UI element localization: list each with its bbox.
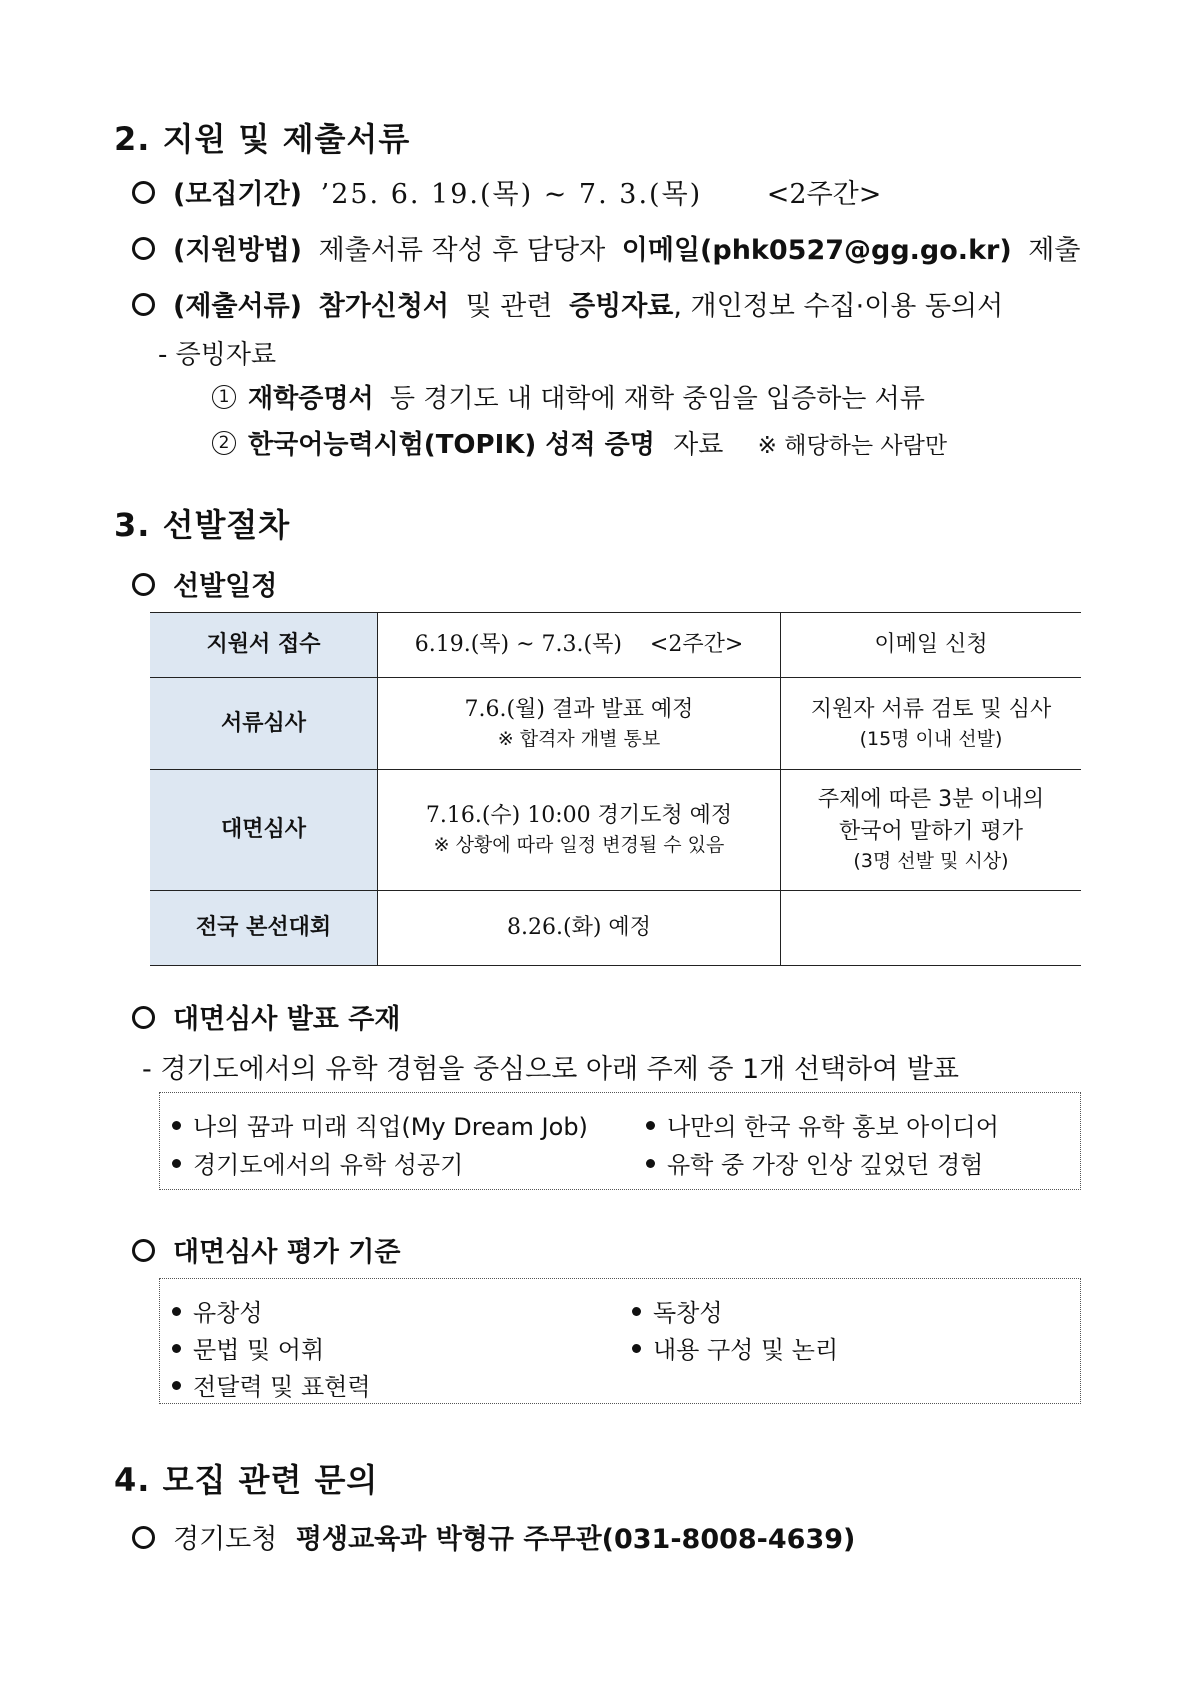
criteria-text: 전달력 및 표현력 xyxy=(193,1373,371,1401)
evidence-item-2 xyxy=(212,424,947,461)
when-cell: 8.26.(화) 예정 xyxy=(378,891,781,966)
detail-cell xyxy=(781,891,1082,966)
detail-note: 한국어 말하기 평가 xyxy=(838,819,1023,845)
topics-heading-line xyxy=(132,997,400,1036)
evidence-2-text: 자료 xyxy=(673,430,724,460)
method-email: 이메일(phk0527@gg.go.kr) xyxy=(621,235,1012,266)
period-dates: ’25. 6. 19.(목) ~ 7. 3.(목) xyxy=(320,179,703,210)
circle-bullet-icon xyxy=(132,1526,155,1549)
evidence-2-note: ※ 해당하는 사람만 xyxy=(757,433,948,459)
section-4-title: 4. 모집 관련 문의 xyxy=(114,1461,379,1499)
docs-rest: , 개인정보 수집·이용 동의서 xyxy=(673,291,1004,322)
when-text: 7.6.(월) 결과 발표 예정 xyxy=(464,696,694,722)
circle-bullet-icon xyxy=(132,181,155,204)
circle-bullet-icon xyxy=(132,293,155,316)
criteria-item xyxy=(172,1367,371,1402)
bullet-dot-icon xyxy=(172,1121,181,1130)
criteria-item xyxy=(632,1330,838,1365)
circled-number: 1 xyxy=(212,385,236,409)
detail-text: 지원자 서류 검토 및 심사 xyxy=(810,696,1052,722)
detail-note-2: (3명 선발 및 시상) xyxy=(853,850,1009,873)
contact-person: 평생교육과 박형규 주무관(031-8008-4639) xyxy=(295,1524,856,1555)
circle-bullet-icon xyxy=(132,237,155,260)
evidence-1-bold: 재학증명서 xyxy=(248,384,374,414)
criteria-item xyxy=(172,1293,263,1328)
criteria-item xyxy=(632,1293,723,1328)
circle-bullet-icon xyxy=(132,573,155,596)
bullet-dot-icon xyxy=(632,1344,641,1353)
topic-item xyxy=(646,1145,983,1180)
period-duration: <2주간> xyxy=(766,179,882,210)
submit-docs-line xyxy=(132,284,1003,323)
when-text: 7.16.(수) 10:00 경기도청 예정 xyxy=(425,803,733,829)
when-note: ※ 상황에 따라 일정 변경될 수 있음 xyxy=(433,834,725,857)
docs-label: (제출서류) xyxy=(173,291,303,322)
schedule-table xyxy=(150,612,1081,966)
when-note: ※ 합격자 개별 통보 xyxy=(497,727,661,750)
topic-text: 유학 중 가장 인상 깊었던 경험 xyxy=(667,1151,984,1179)
topic-text: 나만의 한국 유학 홍보 아이디어 xyxy=(667,1113,999,1141)
period-label: (모집기간) xyxy=(173,179,303,210)
table-row xyxy=(150,678,1081,770)
method-text: 제출서류 작성 후 담당자 xyxy=(318,235,606,266)
recruit-period-line xyxy=(132,172,881,211)
when-cell: 6.19.(목) ~ 7.3.(목) <2주간> xyxy=(378,613,781,678)
evidence-1-text: 등 경기도 내 대학에 재학 중임을 입증하는 서류 xyxy=(389,384,925,414)
circle-bullet-icon xyxy=(132,1006,155,1029)
when-cell xyxy=(378,678,781,770)
criteria-text: 문법 및 어휘 xyxy=(193,1336,325,1364)
criteria-text: 유창성 xyxy=(193,1299,263,1327)
bullet-dot-icon xyxy=(172,1159,181,1168)
when-cell xyxy=(378,770,781,891)
bullet-dot-icon xyxy=(172,1344,181,1353)
criteria-heading-line xyxy=(132,1230,400,1269)
evidence-heading: - 증빙자료 xyxy=(158,340,277,370)
contact-office: 경기도청 xyxy=(173,1524,278,1555)
topics-heading: 대면심사 발표 주재 xyxy=(173,1004,401,1035)
topics-box xyxy=(159,1092,1081,1190)
bullet-dot-icon xyxy=(632,1307,641,1316)
apply-method-line xyxy=(132,228,1080,267)
section-3-title: 3. 선발절차 xyxy=(114,506,291,544)
criteria-heading: 대면심사 평가 기준 xyxy=(173,1237,401,1268)
detail-cell: 이메일 신청 xyxy=(781,613,1082,678)
topics-intro: - 경기도에서의 유학 경험을 중심으로 아래 주제 중 1개 선택하여 발표 xyxy=(142,1054,959,1085)
docs-evidence: 증빙자료 xyxy=(569,291,674,322)
evidence-item-1 xyxy=(212,378,925,415)
table-row xyxy=(150,891,1081,966)
bullet-dot-icon xyxy=(646,1121,655,1130)
stage-cell: 대면심사 xyxy=(150,770,378,891)
criteria-text: 내용 구성 및 논리 xyxy=(653,1336,839,1364)
topic-item xyxy=(646,1107,999,1142)
stage-cell: 서류심사 xyxy=(150,678,378,770)
schedule-heading: 선발일정 xyxy=(173,571,278,602)
detail-note: (15명 이내 선발) xyxy=(859,727,1003,750)
docs-and: 및 관련 xyxy=(465,291,553,322)
bullet-dot-icon xyxy=(172,1307,181,1316)
detail-text: 주제에 따른 3분 이내의 xyxy=(817,787,1045,813)
bullet-dot-icon xyxy=(646,1159,655,1168)
criteria-item xyxy=(172,1330,324,1365)
section-2-title: 2. 지원 및 제출서류 xyxy=(114,120,411,158)
detail-cell xyxy=(781,678,1082,770)
topic-text: 경기도에서의 유학 성공기 xyxy=(193,1151,464,1179)
stage-cell: 전국 본선대회 xyxy=(150,891,378,966)
method-label: (지원방법) xyxy=(173,235,303,266)
topic-item xyxy=(172,1107,588,1142)
bullet-dot-icon xyxy=(172,1381,181,1390)
circle-bullet-icon xyxy=(132,1239,155,1262)
topic-item xyxy=(172,1145,463,1180)
method-submit: 제출 xyxy=(1028,235,1081,266)
table-row xyxy=(150,613,1081,678)
evidence-2-bold: 한국어능력시험(TOPIK) 성적 증명 xyxy=(248,430,655,460)
circled-number: 2 xyxy=(212,431,236,455)
contact-line xyxy=(132,1517,855,1556)
stage-cell: 지원서 접수 xyxy=(150,613,378,678)
criteria-text: 독창성 xyxy=(653,1299,723,1327)
topic-text: 나의 꿈과 미래 직업(My Dream Job) xyxy=(193,1113,588,1141)
schedule-heading-line xyxy=(132,564,277,603)
detail-cell xyxy=(781,770,1082,891)
table-row xyxy=(150,770,1081,891)
criteria-box xyxy=(159,1278,1081,1404)
docs-form: 참가신청서 xyxy=(318,291,450,322)
